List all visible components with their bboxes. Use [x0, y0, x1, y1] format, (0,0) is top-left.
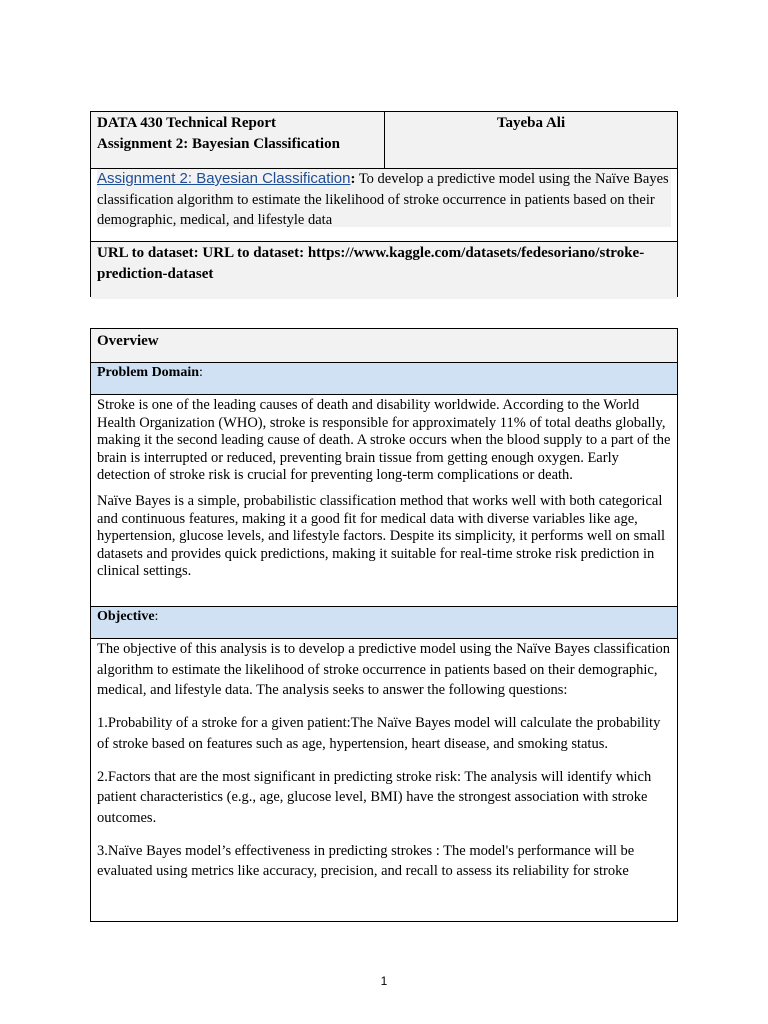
- objective-row: Objective:: [91, 607, 677, 639]
- problem-domain-text: [91, 395, 677, 607]
- assignment-title: Assignment 2: Bayesian Classification: [97, 136, 340, 152]
- problem-domain-row: Problem Domain:: [91, 363, 677, 395]
- header-author-cell: [385, 112, 677, 168]
- page-number: 1: [380, 974, 388, 988]
- objective-paragraph: 1.Probability of a stroke for a given patient:The Naïve Bayes model will calculate the probability of stroke based on features such as age, hypertension, heart disease, and smoking status.: [97, 715, 661, 752]
- objective-paragraph: 3.Naïve Bayes model’s effectiveness in predicting strokes : The model's performance will be evaluated using metrics like accuracy, precision, and recall to assess its reliability for stroke: [97, 842, 635, 880]
- course-title: DATA 430 Technical Report: [97, 115, 277, 131]
- header-top-row: [91, 112, 677, 169]
- problem-domain-label: Problem Domain: [97, 365, 200, 380]
- header-title-cell: [91, 112, 385, 168]
- assignment-description-row: [91, 169, 677, 242]
- assignment-description: To develop a predictive model using the Naïve Bayes classification algorithm to estimate the likelihood of stroke occurrence in patients based on their demographic, medical, and lifestyle data: [97, 171, 669, 228]
- overview-title: Overview: [97, 333, 159, 349]
- report-header-table: [90, 111, 678, 297]
- overview-heading-row: [91, 329, 677, 363]
- author-name: Tayeba Ali: [496, 115, 566, 131]
- assignment-link[interactable]: Assignment 2: Bayesian Classification: [97, 170, 351, 187]
- objective-text: [91, 639, 677, 922]
- objective-paragraph: 2.Factors that are the most significant in predicting stroke risk: The analysis will identify which patient characteristics (e.g., age, glucose level, BMI) have the strongest association with stroke outcomes.: [97, 768, 652, 826]
- objective-paragraph: The objective of this analysis is to develop a predictive model using the Naïve Bayes classification algorithm to estimate the likelihood of stroke occurrence in patients based on their demographic, medical, and lifestyle data. The analysis seeks to answer the following questions:: [97, 641, 670, 699]
- dataset-url-row: [91, 242, 677, 299]
- problem-paragraph: Naïve Bayes is a simple, probabilistic classification method that works well with both categorical and continuous features, making it a good fit for medical data with diverse variables like age, hypertension, glucose levels, and lifestyle factors. Despite its simplicity, it performs well on small datasets and provides quick predictions, making it suitable for real-time stroke risk prediction in clinical settings.: [97, 492, 666, 580]
- overview-table: [90, 328, 678, 922]
- dataset-url: URL to dataset: URL to dataset: https://www.kaggle.com/datasets/fedesoriano/stroke-prediction-dataset: [97, 245, 645, 282]
- problem-paragraph: Stroke is one of the leading causes of death and disability worldwide. According to the World Health Organization (WHO), stroke is responsible for approximately 11% of total deaths globally, making it the second leading cause of death. A stroke occurs when the blood supply to a part of the brain is interrupted or reduced, preventing brain tissue from getting enough oxygen. Early detection of stroke risk is crucial for preventing long-term complications or death.: [97, 397, 671, 484]
- objective-label: Objective: [97, 609, 155, 624]
- assignment-colon: :: [350, 171, 356, 187]
